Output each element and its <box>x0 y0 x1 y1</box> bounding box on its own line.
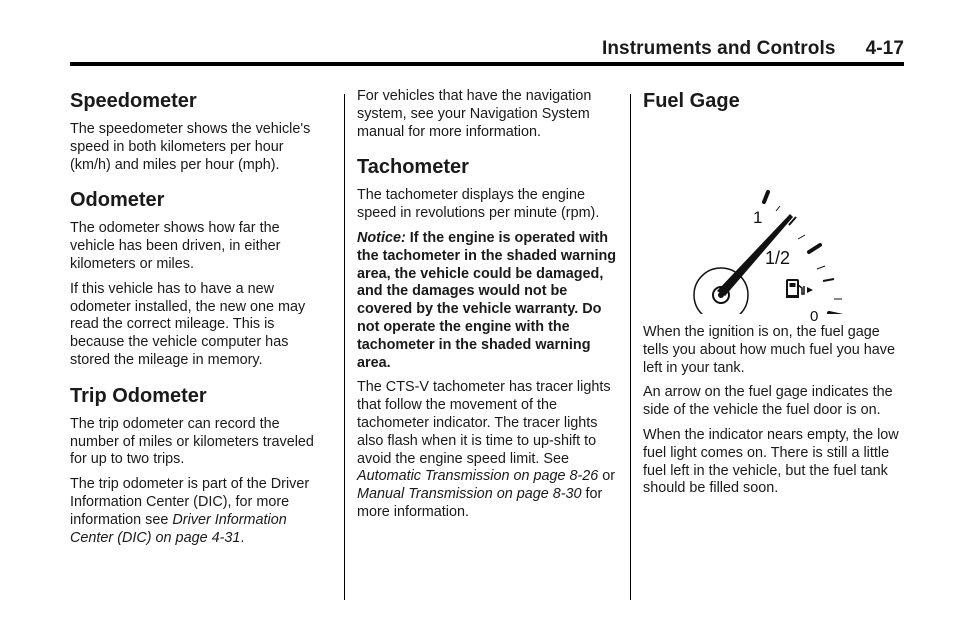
fuel-tick-full <box>764 192 768 202</box>
trip-text-2-pre: The trip odometer is part of the Driver Information Center (DIC), for more information see <box>70 476 310 528</box>
odometer-text-2: If this vehicle has to have a new odometer installed, the new one may read the correct mileage. This is because the vehicle computer has stored the mileage in memory. <box>70 280 306 368</box>
fuel-gage-heading: Fuel Gage <box>643 90 740 112</box>
tach-text-3-post: for more information. <box>357 486 603 520</box>
trip-odometer-heading: Trip Odometer <box>70 384 207 407</box>
notice-text: If the engine is operated with the tachometer in the shaded warning area, the vehicle could be damaged, and the damages would not be covered by the vehicle warranty. Do not operate the engine with the tachometer in the shaded warning area. <box>357 229 617 371</box>
notice-label: Notice: <box>357 229 406 246</box>
tach-text-3-mid: or <box>598 468 616 485</box>
trip-odometer-text-2 <box>70 476 326 547</box>
gauge-label-empty: 0 <box>810 308 819 325</box>
section-navigation-note <box>357 88 621 141</box>
section-tachometer <box>357 154 621 521</box>
column-1 <box>70 88 326 560</box>
fuel-tick-half <box>809 245 820 252</box>
header-section: Instruments and Controls <box>601 38 836 59</box>
section-fuel-gage <box>643 88 905 498</box>
column-3 <box>643 88 905 511</box>
fuel-gage-drawing <box>643 124 905 314</box>
speedometer-heading: Speedometer <box>70 90 197 112</box>
header-page-number: 4-17 <box>865 38 904 59</box>
dic-page-reference[interactable]: Driver Information Center (DIC) on page 4-31 <box>70 511 287 546</box>
header-rule <box>70 62 904 66</box>
gauge-label-full: 1 <box>753 208 763 227</box>
speedometer-text: The speedometer shows the vehicle's speed in both kilometers per hour (km/h) and miles per hour (mph). <box>70 121 311 173</box>
odometer-heading: Odometer <box>70 189 165 212</box>
tachometer-text-3 <box>357 379 621 521</box>
tachometer-text-1: The tachometer displays the engine speed in revolutions per minute (rpm). <box>357 187 600 222</box>
manual-transmission-reference[interactable]: Manual Transmission on page 8-30 <box>357 486 582 503</box>
fuel-pump-icon <box>786 280 813 297</box>
tachometer-notice <box>357 230 621 372</box>
automatic-transmission-reference[interactable]: Automatic Transmission on page 8-26 <box>357 468 599 485</box>
fuel-tick-minor <box>817 266 825 269</box>
odometer-text-1: The odometer shows how far the vehicle has been driven, in either kilometers or miles. <box>70 220 281 272</box>
fuel-gage-text-3: When the indicator nears empty, the low fuel light comes on. There is still a little fuel left in the vehicle, but the fuel tank should be filled soon. <box>643 426 899 497</box>
tach-text-3-pre: The CTS-V tachometer has tracer lights that follow the movement of the tachometer indicator. The tracer lights also flash when it is time to up-shift to avoid the engine speed limit. See <box>357 379 611 467</box>
section-speedometer <box>70 88 326 174</box>
fuel-gage-illustration <box>643 124 905 325</box>
fuel-gage-text-2: An arrow on the fuel gage indicates the side of the vehicle the fuel door is on. <box>643 384 893 419</box>
column-divider-2 <box>630 94 631 600</box>
column-2 <box>357 88 621 535</box>
trip-text-2-post: . <box>240 529 245 546</box>
gauge-label-half: 1/2 <box>765 248 791 268</box>
section-trip-odometer <box>70 383 326 548</box>
trip-odometer-text-1: The trip odometer can record the number of miles or kilometers traveled for up to two trips. <box>70 415 314 468</box>
navigation-note-text: For vehicles that have the navigation system, see your Navigation System manual for more information. <box>357 88 592 140</box>
fuel-tick-minor <box>798 235 805 239</box>
tachometer-heading: Tachometer <box>357 156 469 179</box>
fuel-tick-1-4 <box>823 279 834 281</box>
fuel-tick-empty <box>829 313 843 314</box>
column-divider-1 <box>344 94 345 600</box>
fuel-tick-minor <box>776 206 780 211</box>
header-title <box>560 38 904 60</box>
fuel-gage-text-1: When the ignition is on, the fuel gage tells you about how much fuel you have left in your tank. <box>643 324 895 376</box>
section-odometer <box>70 187 326 369</box>
